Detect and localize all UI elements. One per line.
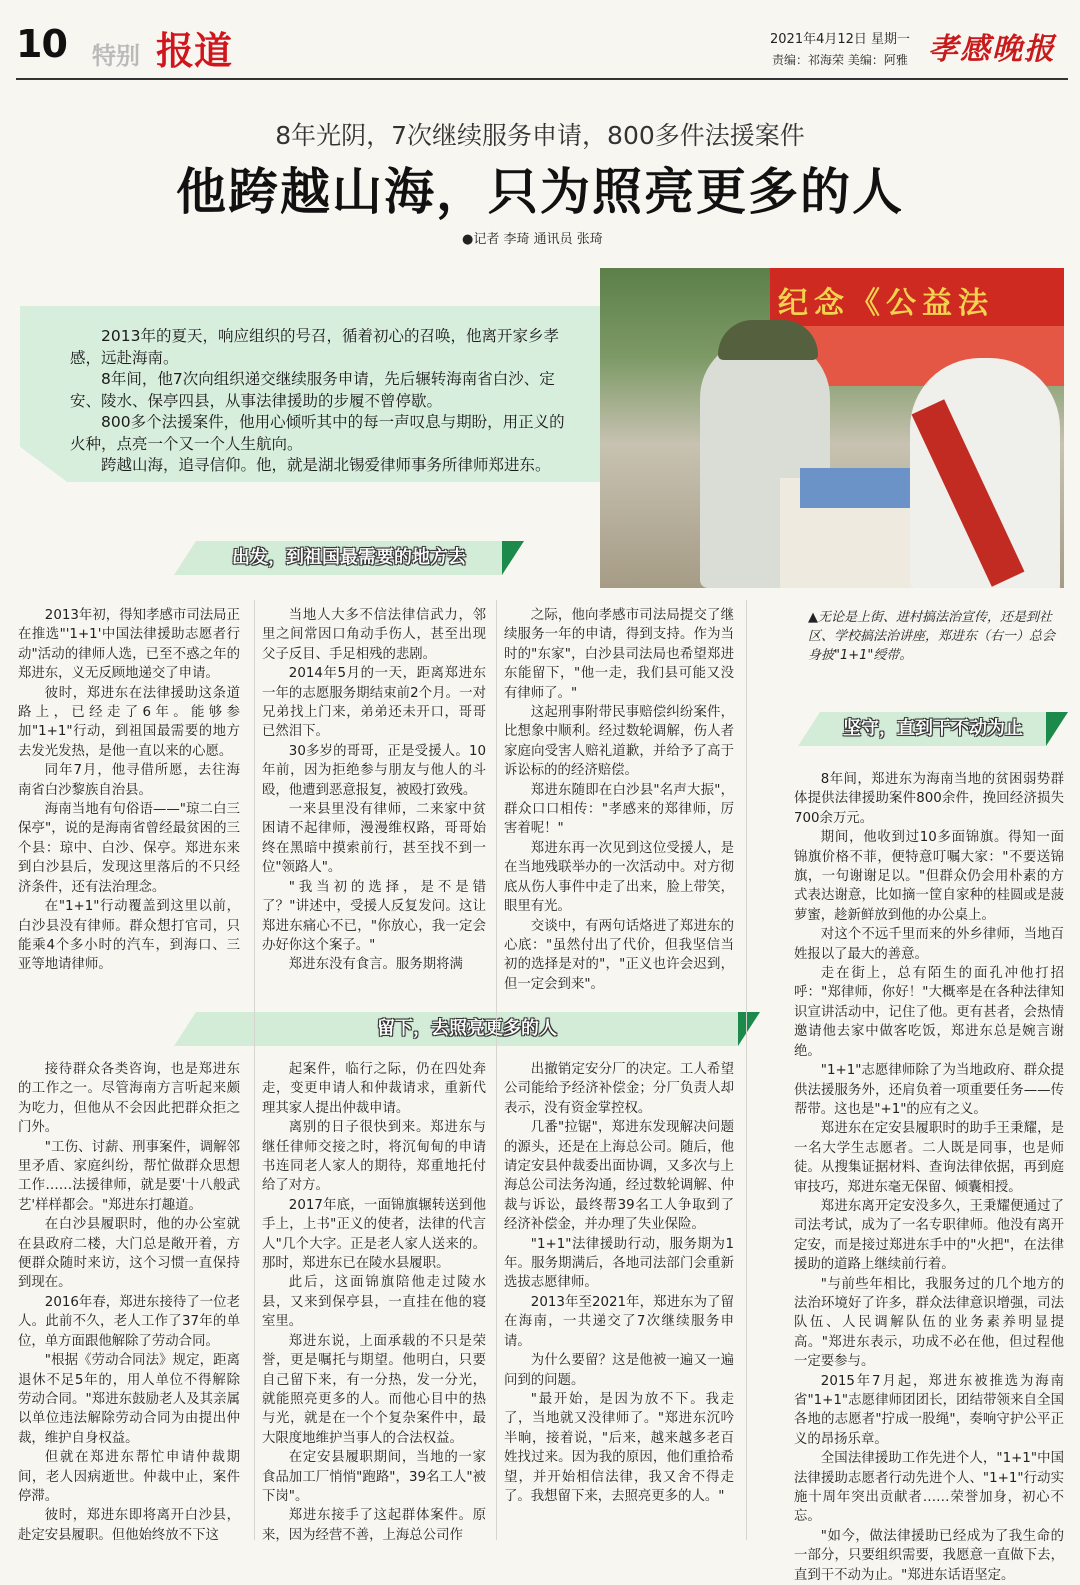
paragraph: "与前些年相比，我服务过的几个地方的法治环境好了许多，群众法律意识增强，司法队伍、人民调解队伍的业务素养明显提高。"郑进东表示，功成不必在他，但过程他一定要参与。 bbox=[794, 1276, 1064, 1370]
paragraph: 8年间，郑进东为海南当地的贫困弱势群体提供法律援助案件800余件，挽回经济损失700余万元。 bbox=[794, 772, 1064, 826]
intro-text bbox=[70, 326, 576, 477]
paragraph: 这起刑事附带民事赔偿纠纷案件，比想象中顺利。经过数轮调解，伤人者家庭向受害人赔礼道歉，并给予了高于诉讼标的的经济赔偿。 bbox=[504, 705, 734, 779]
page-number: 10 bbox=[16, 22, 67, 66]
paragraph: 郑进东说，上面承载的不只是荣誉，更是嘱托与期望。他明白，只要自己留下来，有一分热，发一分光，就能照亮更多的人。而他心目中的热与光，就是在一个个复杂案件中，最大限度地维护当事人的合法权益。 bbox=[262, 1333, 486, 1446]
newspaper-logo: 孝感晚报 bbox=[928, 32, 1056, 67]
intro-paragraph: 2013年的夏天，响应组织的号召，循着初心的召唤，他离开家乡孝感，远赴海南。 bbox=[70, 327, 559, 367]
header-rule bbox=[16, 78, 1068, 80]
paragraph: 期间，他收到过10多面锦旗。得知一面锦旗价格不菲，便特意叮嘱大家："不要送锦旗，一句谢谢足以。"但群众仍会用朴素的方式表达谢意，比如摘一筐自家种的桂圆或是菠萝蜜，趁新鲜放到他的办公桌上。 bbox=[794, 830, 1064, 923]
paragraph: 接待群众各类咨询，也是郑进东的工作之一。尽管海南方言听起来颇为吃力，但他从不会因此把群众拒之门外。 bbox=[18, 1062, 240, 1136]
paragraph: 但就在郑进东帮忙申请仲裁期间，老人因病逝世。仲裁中止，案件停滞。 bbox=[18, 1450, 240, 1504]
paragraph: 在"1+1"行动覆盖到这里以前，白沙县没有律师。群众想打官司，只能乘4个多小时的汽车，到海口、三亚等地请律师。 bbox=[18, 899, 240, 973]
paragraph: 30多岁的哥哥，正是受援人。10年前，因为拒绝参与朋友与他人的斗殴，他遭到恶意报复，被殴打致残。 bbox=[262, 743, 486, 798]
article-column-5 bbox=[18, 1060, 240, 1546]
paragraph: 在定安县履职期间，当地的一家食品加工厂悄悄"跑路"，39名工人"被下岗"。 bbox=[262, 1450, 486, 1504]
paragraph: 在白沙县履职时，他的办公室就在县政府二楼，大门总是敞开着，方便群众随时来访，这个习惯一直保持到现在。 bbox=[18, 1217, 240, 1291]
photo-banner-text: 纪念《公益法 bbox=[778, 286, 994, 321]
section-heading-text: 留下，去照亮更多的人 bbox=[377, 1018, 557, 1039]
paragraph: 走在街上，总有陌生的面孔冲他打招呼："郑律师，你好！"大概率是在各种法律知识宣讲活动中，记住了他。更有甚者，会热情邀请他去家中做客吃饭，郑进东总是婉言谢绝。 bbox=[794, 966, 1064, 1059]
paragraph: 同年7月，他寻借所愿，去往海南省白沙黎族自治县。 bbox=[18, 763, 240, 798]
paragraph: 2013年初，得知孝感市司法局正在推选"'1+1'中国法律援助志愿者行动"活动的律师人选，已至不惑之年的郑进东，义无反顾地递交了申请。 bbox=[18, 608, 240, 682]
intro-paragraph: 800多个法援案件，他用心倾听其中的每一声叹息与期盼，用正义的火种，点亮一个又一个人生航向。 bbox=[70, 413, 565, 453]
photo-cap bbox=[718, 320, 818, 360]
photo-brochures bbox=[800, 468, 920, 508]
article-column-3 bbox=[504, 606, 734, 998]
issue-date: 2021年4月12日 星期一 bbox=[770, 32, 911, 47]
paragraph: 郑进东再一次见到这位受援人，是在当地残联举办的一次活动中。对方彻底从伤人事件中走了出来，脸上带笑，眼里有光。 bbox=[504, 840, 734, 915]
page-header bbox=[0, 0, 1080, 82]
paragraph: 对这个不远千里而来的外乡律师，当地百姓报以了最大的善意。 bbox=[794, 927, 1064, 962]
article-photo bbox=[600, 268, 1064, 588]
article-column-6 bbox=[262, 1060, 486, 1546]
paragraph: 2015年7月起，郑进东被推选为海南省"1+1"志愿律师团团长，团结带领来自全国各地的志愿者"拧成一股绳"，奏响守护公平正义的昂扬乐章。 bbox=[794, 1373, 1064, 1447]
article-column-1 bbox=[18, 606, 240, 998]
article-subtitle: 8年光阴，7次继续服务申请，800多件法援案件 bbox=[275, 121, 805, 150]
paragraph: 起案件，临行之际，仍在四处奔走，变更申请人和仲裁请求，重新代理其家人提出仲裁申请。 bbox=[262, 1062, 486, 1116]
paragraph: 郑进东随即在白沙县"名声大振"，群众口口相传："孝感来的郑律师，厉害着呢！" bbox=[504, 782, 734, 837]
paragraph: 出撤销定安分厂的决定。工人希望公司能给予经济补偿金；分厂负责人却表示，没有资金掌控权。 bbox=[504, 1062, 734, 1116]
article-column-2 bbox=[262, 606, 486, 998]
paragraph: "1+1"法律援助行动，服务期为1年。服务期满后，各地司法部门会重新选拔志愿律师。 bbox=[504, 1236, 734, 1291]
paragraph: "1+1"志愿律师除了为当地政府、群众提供法援服务外，还肩负着一项重要任务——传帮带。这也是"+1"的应有之义。 bbox=[794, 1063, 1064, 1117]
section-heading-1 bbox=[196, 541, 502, 575]
paragraph: 2017年底，一面锦旗辗转送到他手上，上书"正义的使者，法律的代言人"几个大字。正是老人家人送来的。那时，郑进东已在陵水县履职。 bbox=[262, 1197, 486, 1272]
paragraph: "工伤、讨薪、刑事案件，调解邻里矛盾、家庭纠纷，帮忙做群众思想工作……法援律师，就是要'十八般武艺'样样都会。"郑进东打趣道。 bbox=[18, 1139, 240, 1213]
paragraph: "最开始，是因为放不下。我走了，当地就又没律师了。"郑进东沉吟半晌，接着说，"后来，越来越多老百姓找过来。因为我的原因，他们重拾希望，并开始相信法律，我又舍不得走了。我想留下来，去照亮更多的人。" bbox=[504, 1391, 734, 1504]
article-column-7 bbox=[504, 1060, 734, 1546]
paragraph: 全国法律援助工作先进个人，"1+1"中国法律援助志愿者行动先进个人、"1+1"行动实施十周年突出贡献者……荣誉加身，初心不忘。 bbox=[794, 1451, 1064, 1525]
column-divider bbox=[254, 600, 255, 1540]
paragraph: 彼时，郑进东在法律援助这条道路上，已经走了6年。能够参加"1+1"行动，到祖国最需要的地方去发光发热，是他一直以来的心愿。 bbox=[18, 685, 240, 759]
section-name-red: 报道 bbox=[156, 29, 233, 73]
intro-paragraph: 跨越山海，追寻信仰。他，就是湖北锡爱律师事务所律师郑进东。 bbox=[101, 456, 551, 474]
article-byline: ●记者 李琦 通讯员 张琦 bbox=[462, 232, 603, 247]
section-heading-text: 坚守，直到干不动为止 bbox=[843, 718, 1023, 739]
paragraph: 此后，这面锦旗陪他走过陵水县，又来到保亭县，一直挂在他的寝室里。 bbox=[262, 1275, 486, 1330]
column-divider bbox=[746, 600, 747, 1540]
article-title: 他跨越山海，只为照亮更多的人 bbox=[176, 162, 904, 221]
paragraph: 为什么要留？这是他被一遍又一遍问到的问题。 bbox=[504, 1353, 734, 1388]
paragraph: 交谈中，有两句话烙进了郑进东的心底："虽然付出了代价，但我坚信当初的选择是对的"，"正义也许会迟到，但一定会到来"。 bbox=[504, 918, 734, 992]
paragraph: 彼时，郑进东即将离开白沙县，赴定安县履职。但他始终放不下这 bbox=[18, 1508, 240, 1543]
photo-caption: ▲无论是上街、进村搞法治宣传，还是到社区、学校搞法治讲座，郑进东（右一）总会身披"1+1"绶带。 bbox=[808, 610, 1056, 663]
section-name-gray: 特别 bbox=[92, 42, 140, 70]
paragraph: 2016年春，郑进东接待了一位老人。此前不久，老人工作了37年的单位，单方面跟他解除了劳动合同。 bbox=[18, 1294, 240, 1349]
editors-credit: 责编：祁海荣 美编：阿雅 bbox=[772, 53, 908, 67]
paragraph: 郑进东没有食言。服务期将满 bbox=[288, 957, 463, 973]
paragraph: 郑进东在定安县履职时的助手王秉耀，是一名大学生志愿者。二人既是同事，也是师徒。从搜集证据材料、查询法律依据，再到庭审技巧，郑进东毫无保留、倾囊相授。 bbox=[794, 1121, 1064, 1195]
intro-paragraph: 8年间，他7次向组织递交继续服务申请，先后辗转海南省白沙、定安、陵水、保亭四县，从事法律援助的步履不曾停歇。 bbox=[70, 370, 555, 410]
section-heading-3 bbox=[196, 1012, 738, 1046]
paragraph: 一来县里没有律师，二来家中贫困请不起律师，漫漫维权路，哥哥始终在黑暗中摸索前行，甚至找不到一位"领路人"。 bbox=[262, 802, 486, 876]
paragraph: 2014年5月的一天，距离郑进东一年的志愿服务期结束前2个月。一对兄弟找上门来，弟弟还未开口，哥哥已然泪下。 bbox=[262, 666, 486, 740]
article-column-4 bbox=[794, 770, 1064, 1583]
paragraph: 海南当地有句俗语——"琼二白三保亭"，说的是海南省曾经最贫困的三个县：琼中、白沙、保亭。郑进东来到白沙县后，发现这里落后的不只经济条件，还有法治理念。 bbox=[18, 802, 240, 895]
paragraph: 当地人大多不信法律信武力，邻里之间常因口角动手伤人，甚至出现父子反目、手足相残的悲剧。 bbox=[262, 608, 486, 662]
column-divider bbox=[496, 600, 497, 1540]
section-heading-2 bbox=[820, 712, 1046, 746]
paragraph: 郑进东离开定安没多久，王秉耀便通过了司法考试，成为了一名专职律师。他没有离开定安，而是接过郑进东手中的"火把"，在法律援助的道路上继续前行着。 bbox=[794, 1198, 1064, 1273]
paragraph: 之际，他向孝感市司法局提交了继续服务一年的申请，得到支持。作为当时的"东家"，白沙县司法局也希望郑进东能留下，"他一走，我们县可能又没有律师了。" bbox=[504, 608, 734, 701]
paragraph: 离别的日子很快到来。郑进东与继任律师交接之时，将沉甸甸的申请书连同老人家人的期待，郑重地托付给了对方。 bbox=[262, 1120, 486, 1194]
section-heading-text: 出发，到祖国最需要的地方去 bbox=[232, 547, 466, 568]
paragraph: 几番"拉锯"，郑进东发现解决问题的源头，还是在上海总公司。随后，他请定安县仲裁委出面协调，又多次与上海总公司法务沟通，经过数轮调解、仲裁与诉讼，最终帮39名工人争取到了经济补偿金，并办理了失业保险。 bbox=[504, 1120, 734, 1233]
paragraph: "如今，做法律援助已经成为了我生命的一部分，只要组织需要，我愿意一直做下去，直到干不动为止。"郑进东话语坚定。 bbox=[794, 1528, 1064, 1583]
paragraph: 2013年至2021年，郑进东为了留在海南，一共递交了7次继续服务申请。 bbox=[504, 1294, 734, 1349]
paragraph: 郑进东接手了这起群体案件。原来，因为经营不善，上海总公司作 bbox=[262, 1508, 486, 1543]
paragraph: "我当初的选择，是不是错了？"讲述中，受援人反复发问。这让郑进东痛心不已，"你放心，我一定会办好你这个案子。" bbox=[262, 879, 486, 953]
paragraph: "根据《劳动合同法》规定，距离退休不足5年的，用人单位不得解除劳动合同。"郑进东鼓励老人及其亲属以单位违法解除劳动合同为由提出仲裁，维护自身权益。 bbox=[18, 1353, 240, 1446]
